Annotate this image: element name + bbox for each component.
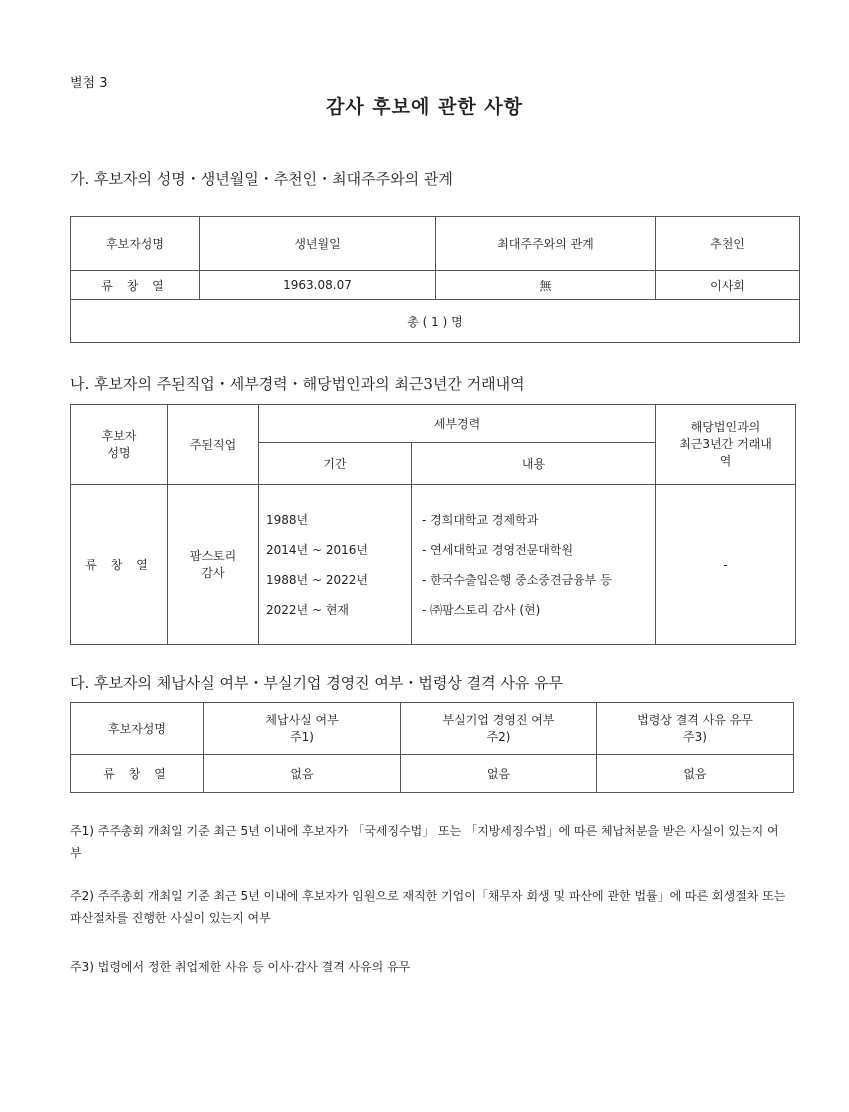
header-disqualification: 법령상 결격 사유 유무 주3) bbox=[597, 703, 794, 755]
header-transactions: 해당법인과의 최근3년간 거래내 역 bbox=[656, 405, 796, 485]
header-name: 후보자성명 bbox=[71, 703, 204, 755]
section-na-heading: 나. 후보자의 주된직업・세부경력・해당법인과의 최근3년간 거래내역 bbox=[70, 375, 525, 393]
candidate-eligibility-table bbox=[70, 702, 794, 793]
cell-job: 팜스토리 감사 bbox=[168, 485, 259, 645]
header-name: 후보자 성명 bbox=[71, 405, 168, 485]
cell-periods bbox=[259, 485, 412, 645]
page-title: 감사 후보에 관한 사항 bbox=[325, 96, 524, 118]
cell-relation: 無 bbox=[436, 271, 656, 300]
header-job: 주된직업 bbox=[168, 405, 259, 485]
header-tax-arrears: 체납사실 여부 주1) bbox=[204, 703, 401, 755]
footnote-2: 주2) 주주총회 개최일 기준 최근 5년 이내에 후보자가 임원으로 재직한 기업이「채무자 회생 및 파산에 관한 법률」에 따른 회생절차 또는 파산절차를 진행한 사실이 있는지 여부 bbox=[70, 889, 786, 925]
candidate-career-table bbox=[70, 404, 796, 645]
header-period: 기간 bbox=[259, 443, 412, 485]
footnote-1: 주1) 주주총회 개최일 기준 최근 5년 이내에 후보자가 「국세징수법」 또는 「지방세징수법」에 따른 체납처분을 받은 사실이 있는지 여부 bbox=[70, 824, 779, 860]
header-recommender: 추천인 bbox=[656, 217, 800, 271]
header-name: 후보자성명 bbox=[71, 217, 200, 271]
cell-recommender: 이사회 bbox=[656, 271, 800, 300]
section-da-heading: 다. 후보자의 체납사실 여부・부실기업 경영진 여부・법령상 결격 사유 유무 bbox=[70, 674, 564, 692]
cell-transactions: - bbox=[656, 485, 796, 645]
section-ga-heading: 가. 후보자의 성명・생년월일・추천인・최대주주와의 관계 bbox=[70, 170, 453, 188]
content-line: - 연세대학교 경영전문대학원 bbox=[422, 542, 574, 557]
footnote-3: 주3) 법령에서 정한 취업제한 사유 등 이사·감사 결격 사유의 유무 bbox=[70, 960, 411, 974]
cell-disqualification: 없음 bbox=[597, 755, 794, 793]
cell-name: 류 창 열 bbox=[71, 755, 204, 793]
period-line: 1988년 bbox=[266, 512, 309, 527]
period-line: 2022년 ~ 현재 bbox=[266, 602, 349, 617]
content-line: - 경희대학교 경제학과 bbox=[422, 512, 539, 527]
cell-insolvent-executive: 없음 bbox=[401, 755, 597, 793]
cell-tax-arrears: 없음 bbox=[204, 755, 401, 793]
header-insolvent-executive: 부실기업 경영진 여부 주2) bbox=[401, 703, 597, 755]
header-career: 세부경력 bbox=[259, 405, 656, 443]
cell-name: 류 창 열 bbox=[71, 271, 200, 300]
header-birthdate: 생년월일 bbox=[200, 217, 436, 271]
content-line: - 한국수출입은행 중소중견금융부 등 bbox=[422, 572, 612, 587]
header-relation: 최대주주와의 관계 bbox=[436, 217, 656, 271]
attachment-label: 별첨 3 bbox=[70, 76, 108, 91]
content-line: - ㈜팜스토리 감사 (현) bbox=[422, 602, 541, 617]
period-line: 1988년 ~ 2022년 bbox=[266, 572, 368, 587]
cell-name: 류 창 열 bbox=[71, 485, 168, 645]
period-line: 2014년 ~ 2016년 bbox=[266, 542, 368, 557]
cell-birthdate: 1963.08.07 bbox=[200, 271, 436, 300]
cell-total: 총 ( 1 ) 명 bbox=[71, 300, 800, 343]
header-content: 내용 bbox=[412, 443, 656, 485]
cell-contents bbox=[412, 485, 656, 645]
candidate-basic-table bbox=[70, 216, 800, 343]
